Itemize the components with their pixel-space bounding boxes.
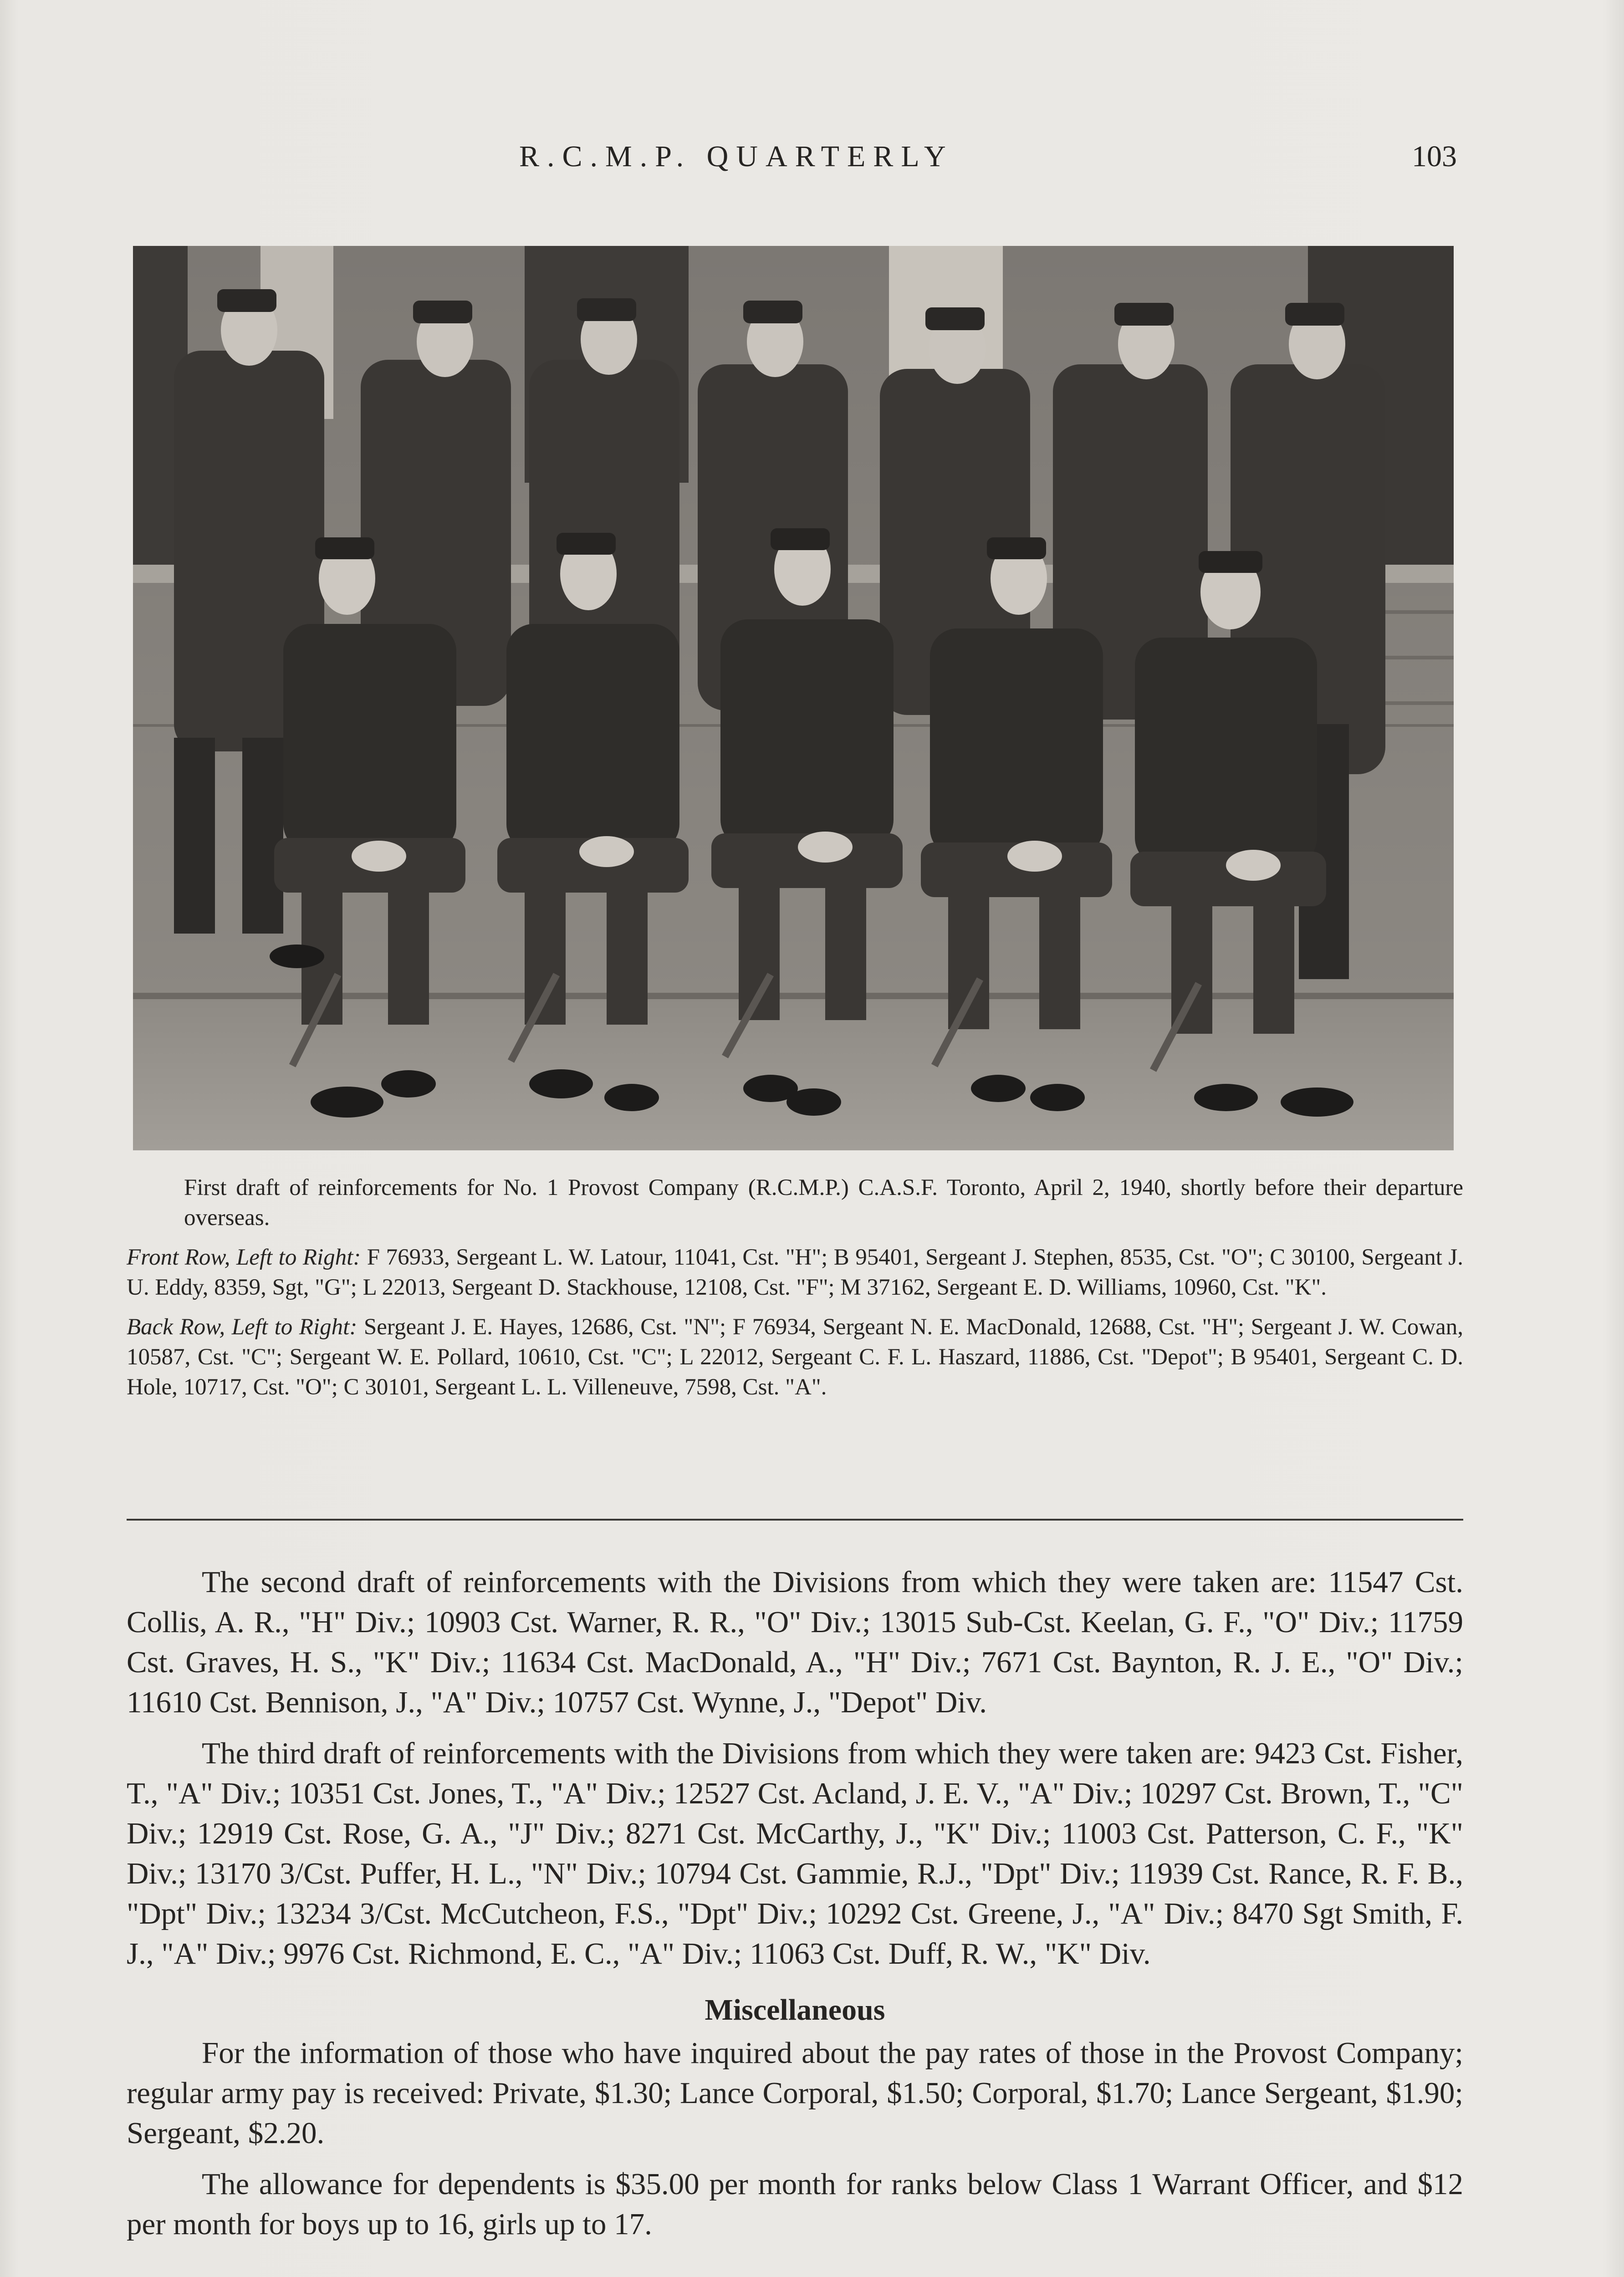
paragraph-second-draft: The second draft of reinforcements with the Divisions from which they were taken are: 11547 Cst. Collis, A. R., "H" Div.; 10903 Cst. Warner, R. R., "O" Div.; 13015 Sub-Cst. Keelan, G. F., "O" Div.; 11759 Cst. Graves, H. S., "K" Div.; 11634 Cst. MacDonald, A., "H" Div.; 7671 Cst. Baynton, R. J. E., "O" Div.; 11610 Cst. Bennison, J., "A" Div.; 10757 Cst. Wynne, J., "Depot" Div. [127,1565,1463,1719]
paragraph-third-draft: The third draft of reinforcements with the Divisions from which they were taken are: 9423 Cst. Fisher, T., "A" Div.; 10351 Cst. Jones, T., "A" Div.; 12527 Cst. Acland, J. E. V., "A" Div.; 10297 Cst. Brown, T., "C" Div.; 12919 Cst. Rose, G. A., "J" Div.; 8271 Cst. McCarthy, J., "K" Div.; 11003 Cst. Patterson, C. F., "K" Div.; 13170 3/Cst. Puffer, H. L., "N" Div.; 10794 Cst. Gammie, R.J., "Dpt" Div.; 11939 Cst. Rance, R. F. B., "Dpt" Div.; 13234 3/Cst. McCutcheon, F.S., "Dpt" Div.; 10292 Cst. Greene, J., "A" Div.; 8470 Sgt Smith, F. J., "A" Div.; 9976 Cst. Richmond, E. C., "A" Div.; 11063 Cst. Duff, R. W., "K" Div. [127,1736,1463,1971]
caption-intro: First draft of reinforcements for No. 1 Provost Company (R.C.M.P.) C.A.S.F. Toronto, April 2, 1940, shortly before their departure overseas. [184,1175,1463,1230]
photo-caption [127,1173,1463,1412]
caption-back-row [127,1312,1463,1402]
front-row-names: F 76933, Sergeant L. W. Latour, 11041, Cst. "H"; B 95401, Sergeant J. Stephen, 8535, Cst. "O"; C 30100, Sergeant J. U. Eddy, 8359, Sgt, "G"; L 22013, Sergeant D. Stackhouse, 12108, Cst. "F"; M 37162, Sergeant E. D. Williams, 10960, Cst. "K". [127,1245,1464,1300]
article-body [127,1562,1463,2255]
paragraph-allowance: The allowance for dependents is $35.00 per month for ranks below Class 1 Warrant Officer, and $12 per month for boys up to 16, girls up to 17. [127,2167,1463,2241]
section-heading: Miscellaneous [705,1993,885,2027]
photo-illustration [133,246,1454,1150]
caption-front-row [127,1242,1463,1302]
back-row-names: Sergeant J. E. Hayes, 12686, Cst. "N"; F 76934, Sergeant N. E. MacDonald, 12688, Cst. "H"; Sergeant J. W. Cowan, 10587, Cst. "C"; Sergeant W. E. Pollard, 10610, Cst. "C"; L 22012, Sergeant C. F. L. Haszard, 11886, Cst. "Depot"; B 95401, Sergeant C. D. Hole, 10717, Cst. "O"; C 30101, Sergeant L. L. Villeneuve, 7598, Cst. "A". [127,1314,1463,1400]
front-row-label: Front Row, Left to Right: [127,1245,361,1270]
running-head: R.C.M.P. QUARTERLY [519,140,954,173]
paragraph-pay-rates: For the information of those who have inquired about the pay rates of those in the Provost Company; regular army pay is received: Private, $1.30; Lance Corporal, $1.50; Corporal, $1.70; Lance Sergeant, $1.90; Sergeant, $2.20. [127,2036,1463,2150]
group-photograph [133,246,1454,1150]
back-row-label: Back Row, Left to Right: [127,1314,357,1340]
page-number: 103 [1412,140,1457,173]
section-divider [127,1519,1463,1521]
